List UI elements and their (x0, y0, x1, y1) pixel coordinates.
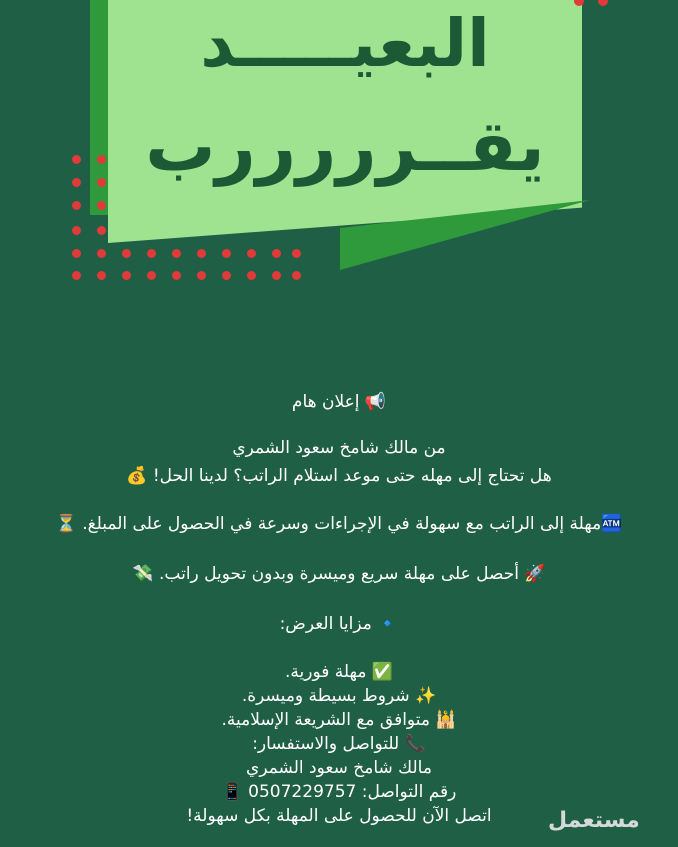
contact-phone: رقم التواصل: 0507229757 📱 (221, 782, 457, 802)
headline-line-2: يقــرررررب (145, 105, 545, 187)
decor-dot (97, 226, 106, 235)
decor-dot (72, 155, 81, 164)
feature-item: 🕌 متوافق مع الشريعة الإسلامية. (221, 710, 457, 730)
contact-name: مالك شامخ سعود الشمري (246, 758, 432, 778)
decor-dot (222, 271, 231, 280)
decor-dot (97, 155, 106, 164)
decor-dot (72, 178, 81, 187)
feature-item: ✅ مهلة فورية. (284, 662, 394, 682)
announcement-get: 🚀 أحصل على مهلة سريع وميسرة وبدون تحويل راتب. 💸 (132, 564, 546, 584)
decor-dot (72, 201, 81, 210)
decor-dot (147, 249, 156, 258)
decor-dot (247, 249, 256, 258)
watermark-logo: مستعمل (548, 808, 640, 833)
decor-dot (172, 249, 181, 258)
decor-dot (272, 271, 281, 280)
decor-dot (97, 271, 106, 280)
decor-dot (122, 249, 131, 258)
features-title: 🔹 مزايا العرض: (279, 614, 399, 634)
announcement-title: 📢 إعلان هام (291, 392, 387, 412)
decor-dot (97, 201, 106, 210)
call-to-action: اتصل الآن للحصول على المهلة بكل سهولة! (186, 806, 492, 826)
decor-dot (72, 271, 81, 280)
headline-line-1: البعيـــــد (200, 5, 490, 82)
decor-dot (272, 249, 281, 258)
decor-dot (292, 249, 301, 258)
decor-dot (72, 249, 81, 258)
decor-dot (147, 271, 156, 280)
announcement-question: هل تحتاج إلى مهله حتى موعد استلام الراتب؟ لدينا الحل! 💰 (126, 466, 552, 486)
feature-item: ✨ شروط بسيطة وميسرة. (241, 686, 437, 706)
decor-dot (97, 249, 106, 258)
decor-dot (222, 249, 231, 258)
decor-dot (197, 249, 206, 258)
announcement-from: من مالك شامخ سعود الشمري (232, 438, 446, 458)
decor-dot (97, 178, 106, 187)
decor-dot (292, 271, 301, 280)
decor-dot (598, 0, 608, 6)
announcement-offer: 🏧مهلة إلى الراتب مع سهولة في الإجراءات وسرعة في الحصول على المبلغ. ⏳ (55, 514, 623, 534)
contact-title: 📞 للتواصل والاستفسار: (252, 734, 426, 754)
decor-dot (172, 271, 181, 280)
decor-dot (197, 271, 206, 280)
decor-dot (122, 271, 131, 280)
decor-dot (72, 226, 81, 235)
decor-dot (247, 271, 256, 280)
